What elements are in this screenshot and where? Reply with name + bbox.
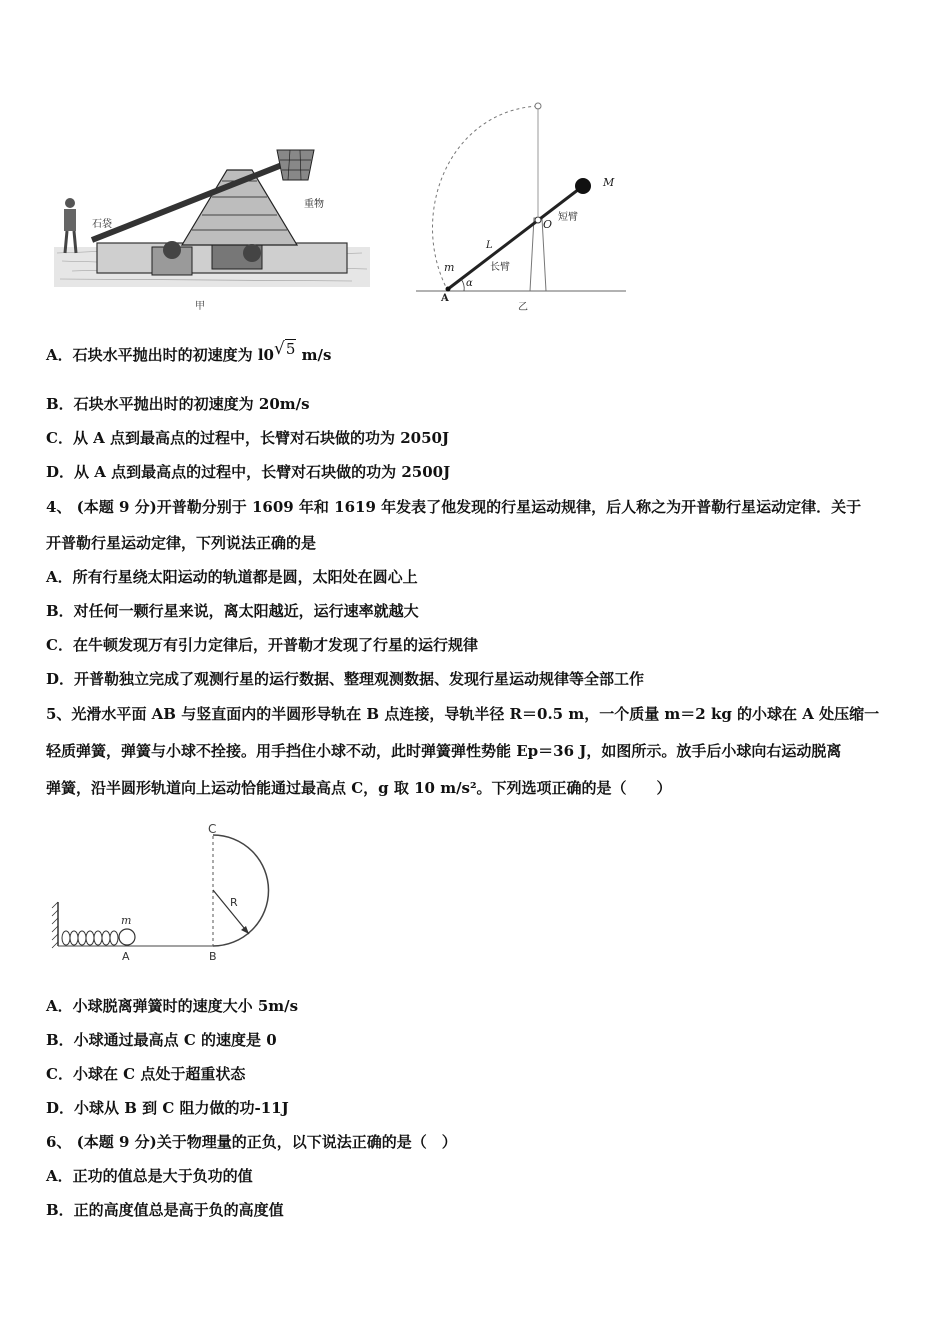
q5-stem-line1: 5、光滑水平面 AB 与竖直面内的半圆形导轨在 B 点连接，导轨半径 R＝0.5 m，一个质量 m＝2 kg 的小球在 A 处压缩一 [46, 705, 880, 723]
q3-option-b: B．石块水平抛出时的初速度为 20m/s [46, 395, 310, 413]
label-A-point: A [122, 950, 130, 963]
caption-jia: 甲 [195, 301, 205, 312]
label-A: A [441, 293, 449, 304]
q5-option-c: C．小球在 C 点处于超重状态 [46, 1065, 246, 1083]
q3-option-d: D．从 A 点到最高点的过程中，长臂对石块做的功为 2500J [46, 463, 451, 481]
q4-option-b: B．对任何一颗行星来说，离太阳越近，运行速率就越大 [46, 602, 419, 620]
q4-option-c: C．在牛顿发现万有引力定律后，开普勒才发现了行星的运行规律 [46, 636, 478, 654]
label-O: O [543, 218, 553, 231]
label-B-point: B [209, 950, 217, 963]
q5-stem-line2: 轻质弹簧，弹簧与小球不拴接。用手挡住小球不动，此时弹簧弹性势能 Ep＝36 J，如图所示。放手后小球向右运动脱离 [46, 742, 842, 760]
label-C: C [208, 822, 217, 836]
label-long-arm: 长臂 [490, 262, 510, 273]
q3-option-c: C．从 A 点到最高点的过程中，长臂对石块做的功为 2050J [46, 429, 450, 447]
catapult-figure [52, 135, 372, 320]
label-alpha: α [466, 278, 473, 289]
q4-option-a: A．所有行星绕太阳运动的轨道都是圆，太阳处在圆心上 [46, 568, 418, 586]
label-M: M [603, 176, 615, 189]
track-figure [50, 822, 280, 967]
q4-option-d: D．开普勒独立完成了观测行星的运行数据、整理观测数据、发现行星运动规律等全部工作 [46, 670, 645, 688]
q5-option-d: D．小球从 B 到 C 阻力做的功-11J [46, 1099, 289, 1117]
q3-option-a [46, 339, 332, 365]
sqrt-symbol: √5 [274, 339, 296, 359]
label-R: R [230, 896, 238, 909]
label-stone-bag: 石袋 [92, 219, 112, 230]
q5-option-b: B．小球通过最高点 C 的速度是 0 [46, 1031, 277, 1049]
label-short-arm: 短臂 [558, 212, 578, 223]
q6-option-a: A．正功的值总是大于负功的值 [46, 1167, 253, 1185]
label-weight: 重物 [304, 199, 324, 210]
caption-yi: 乙 [518, 302, 528, 313]
q3-option-a-text: A．石块水平抛出时的初速度为 l0 [46, 346, 274, 364]
q5-option-a: A．小球脱离弹簧时的速度大小 5m/s [46, 997, 299, 1015]
q5-stem-line3: 弹簧，沿半圆形轨道向上运动恰能通过最高点 C，g 取 10 m/s²。下列选项正确的是（ ） [46, 779, 672, 797]
q3-option-a-unit: m/s [296, 346, 332, 364]
label-m-ball: m [121, 914, 132, 927]
q6-option-b: B．正的高度值总是高于负的高度值 [46, 1201, 284, 1219]
label-L: L [486, 240, 493, 251]
label-m: m [444, 261, 455, 274]
q4-stem-line2: 开普勒行星运动定律，下列说法正确的是 [46, 534, 317, 552]
q6-stem: 6、 (本题 9 分)关于物理量的正负，以下说法正确的是（ ） [46, 1133, 457, 1151]
lever-figure [408, 96, 633, 316]
q4-stem-line1: 4、 (本题 9 分)开普勒分别于 1609 年和 1619 年发表了他发现的行星运动规律，后人称之为开普勒行星运动定律．关于 [46, 498, 862, 516]
